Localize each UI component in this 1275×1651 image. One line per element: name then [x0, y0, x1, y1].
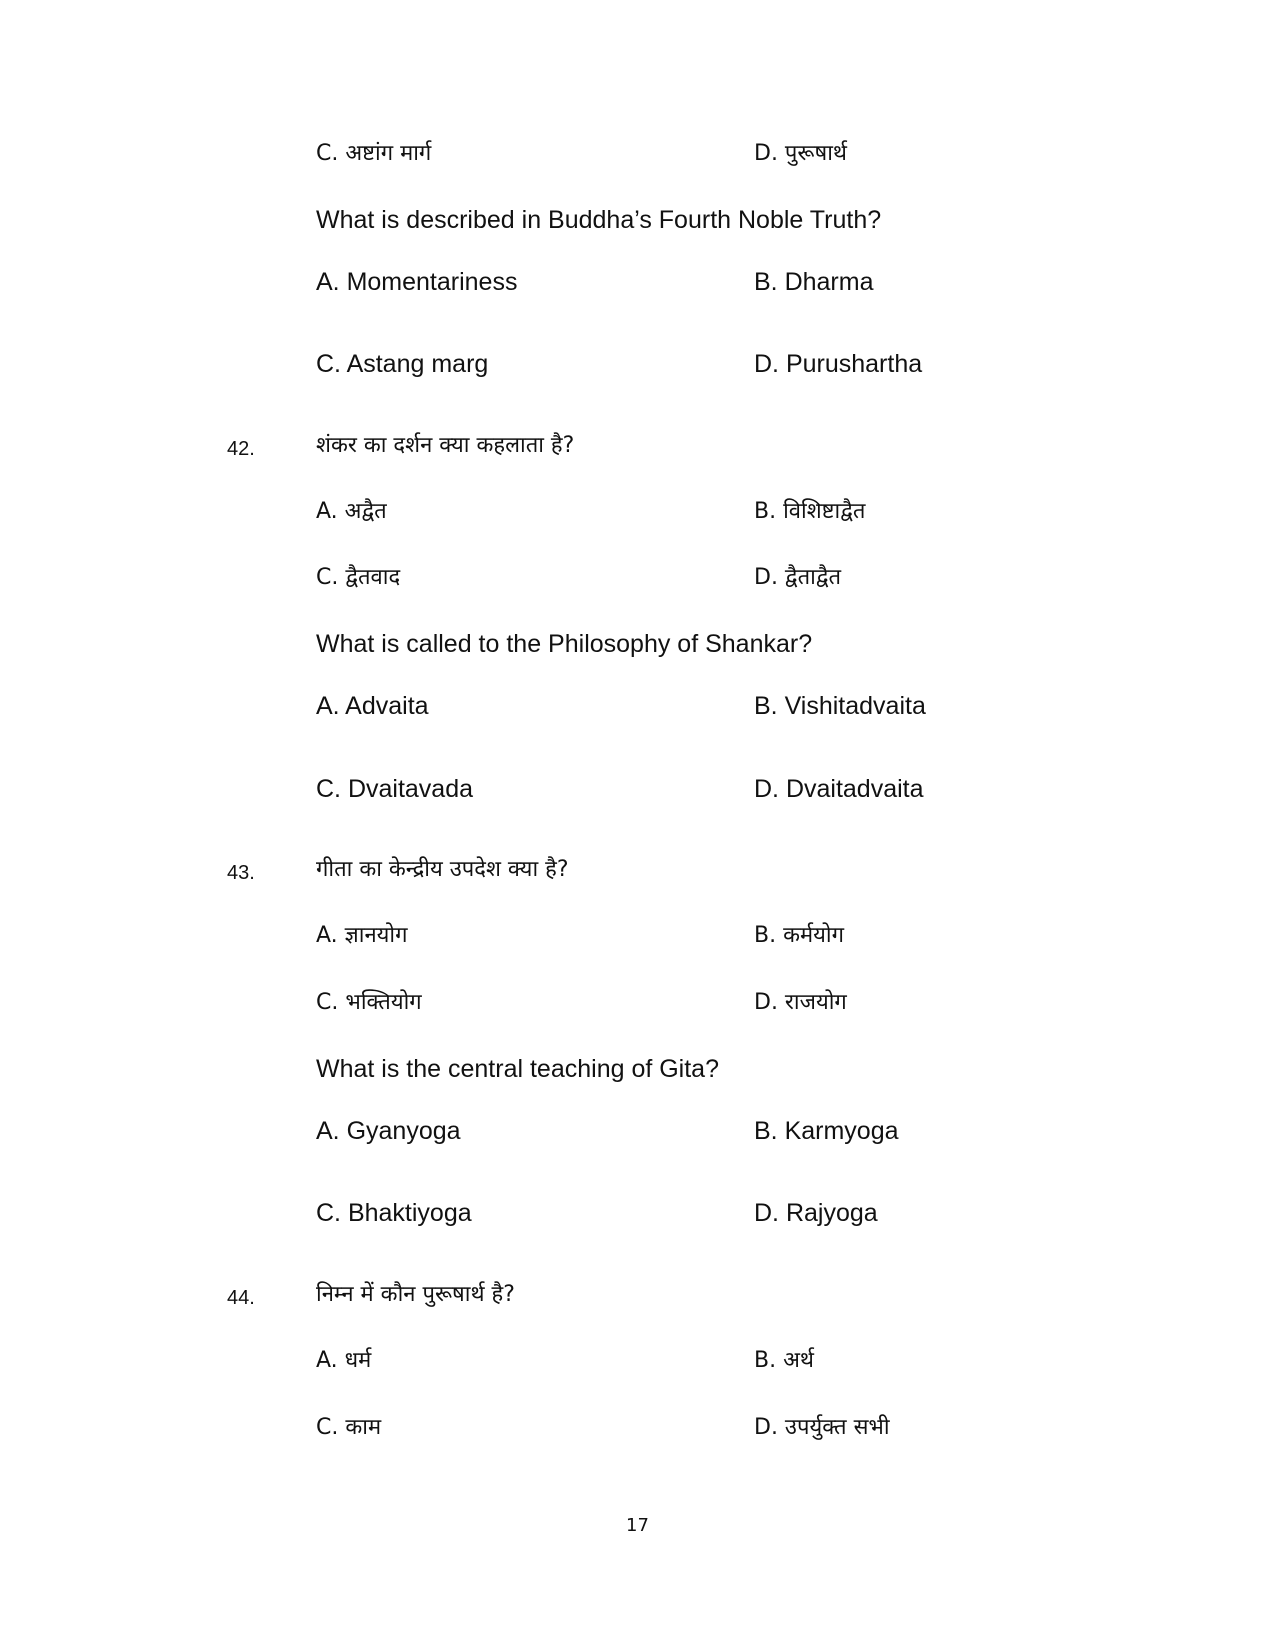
q41-hi-option-d: D. पुरूषार्थ — [754, 141, 847, 166]
q43-en-option-c: C. Bhaktiyoga — [316, 1199, 472, 1227]
q42-hi-option-d: D. द्वैताद्वैत — [754, 565, 842, 590]
q44-number: 44. — [227, 1287, 255, 1309]
q41-en-option-c: C. Astang marg — [316, 350, 489, 378]
q41-en-question: What is described in Buddha’s Fourth Noble Truth? — [316, 206, 882, 234]
q42-hi-question: शंकर का दर्शन क्या कहलाता है? — [316, 433, 575, 458]
q42-hi-option-c: C. द्वैतवाद — [316, 565, 401, 590]
q42-hi-option-b: B. विशिष्टाद्वैत — [754, 499, 866, 524]
q41-en-option-d: D. Purushartha — [754, 350, 923, 378]
page-number: 17 — [626, 1515, 649, 1536]
q44-hi-option-a: A. धर्म — [316, 1348, 372, 1373]
q41-en-option-a: A. Momentariness — [316, 268, 518, 296]
q43-hi-option-a: A. ज्ञानयोग — [316, 923, 408, 948]
q44-hi-option-d: D. उपर्युक्त सभी — [754, 1415, 890, 1440]
q42-en-option-c: C. Dvaitavada — [316, 775, 474, 803]
q43-number: 43. — [227, 862, 255, 884]
q41-en-option-b: B. Dharma — [754, 268, 874, 296]
q43-en-option-d: D. Rajyoga — [754, 1199, 878, 1227]
q44-hi-option-b: B. अर्थ — [754, 1348, 814, 1373]
q44-hi-question: निम्न में कौन पुरूषार्थ है? — [316, 1282, 515, 1307]
q43-hi-option-d: D. राजयोग — [754, 990, 847, 1015]
q43-en-option-b: B. Karmyoga — [754, 1117, 899, 1145]
q43-en-option-a: A. Gyanyoga — [316, 1117, 461, 1145]
q43-hi-question: गीता का केन्द्रीय उपदेश क्या है? — [316, 857, 569, 882]
q43-hi-option-b: B. कर्मयोग — [754, 923, 844, 948]
q43-hi-option-c: C. भक्तियोग — [316, 990, 422, 1015]
q44-hi-option-c: C. काम — [316, 1415, 382, 1440]
q41-hi-option-c: C. अष्टांग मार्ग — [316, 141, 432, 166]
q42-hi-option-a: A. अद्वैत — [316, 499, 387, 524]
q42-number: 42. — [227, 438, 255, 460]
q43-en-question: What is the central teaching of Gita? — [316, 1055, 719, 1083]
q42-en-option-b: B. Vishitadvaita — [754, 692, 926, 720]
q42-en-option-a: A. Advaita — [316, 692, 429, 720]
q42-en-option-d: D. Dvaitadvaita — [754, 775, 924, 803]
q42-en-question: What is called to the Philosophy of Shankar? — [316, 630, 813, 658]
